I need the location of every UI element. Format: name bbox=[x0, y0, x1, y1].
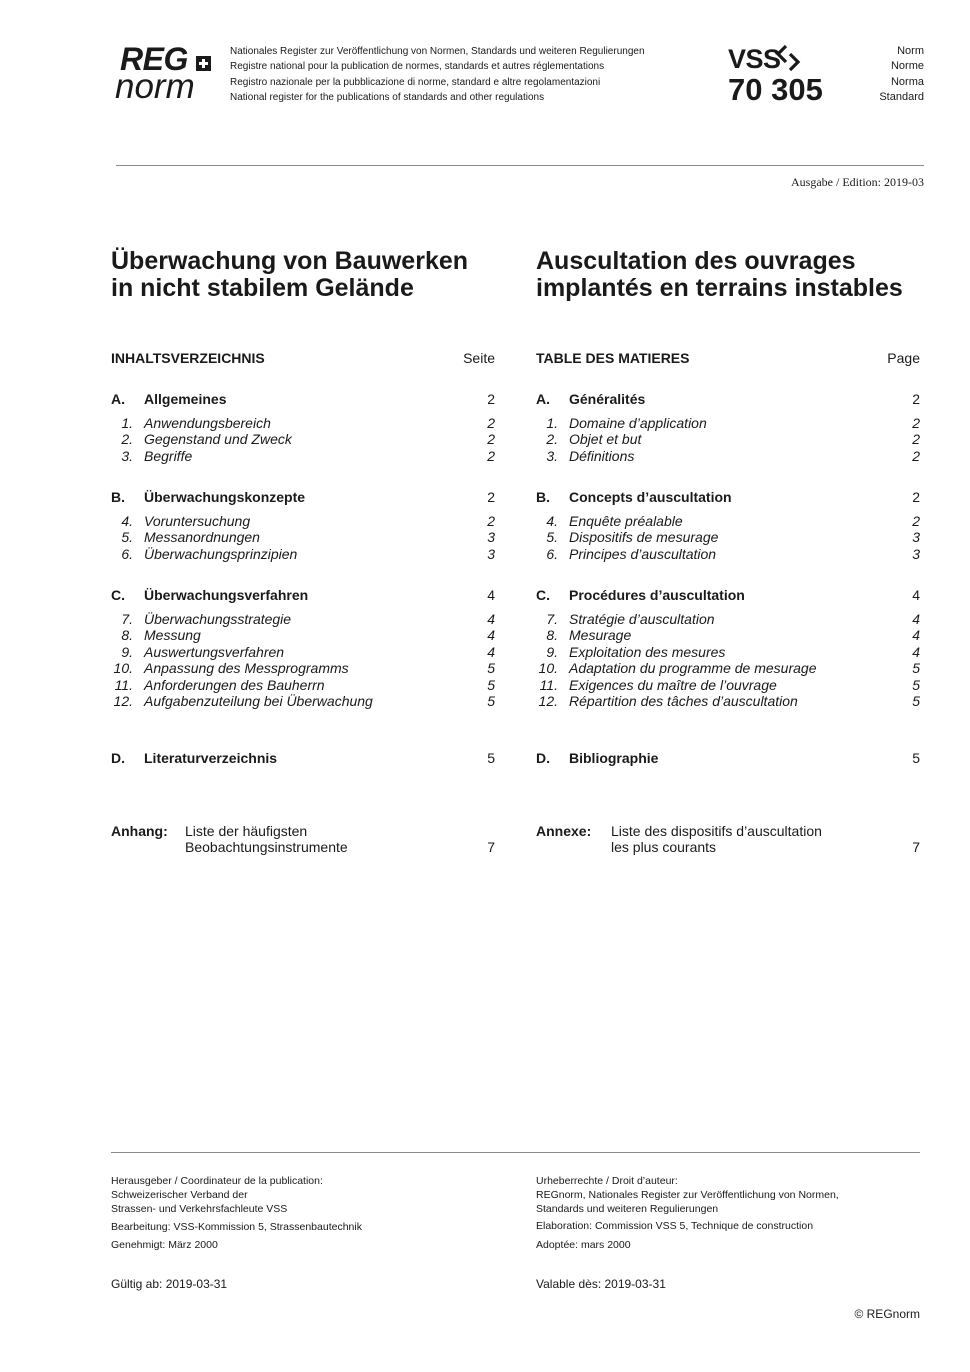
register-line: Nationales Register zur Veröffentlichung von Normen, Standards und weiteren Regulierungen bbox=[230, 46, 645, 57]
title-german bbox=[111, 248, 531, 302]
approved-fr: Adoptée: mars 2000 bbox=[536, 1239, 631, 1251]
publisher-info bbox=[111, 1174, 323, 1216]
toc-item[interactable]: 4. Enquête préalable 2 bbox=[546, 513, 920, 529]
doc-type-line: Norma bbox=[890, 75, 924, 88]
register-line: Registre national pour la publication de normes, standards et autres réglementations bbox=[230, 61, 605, 73]
toc-item[interactable]: 5. Dispositifs de mesurage 3 bbox=[546, 529, 920, 545]
toc-item[interactable]: 12. Aufgabenzuteilung bei Überwachung 5 bbox=[113, 693, 495, 709]
title-line: Überwachung von Bauwerken bbox=[111, 247, 469, 275]
toc-heading-de bbox=[111, 350, 495, 370]
toc-section[interactable]: B. Überwachungskonzepte 2 bbox=[111, 489, 495, 505]
regnorm-logo-norm: norm bbox=[115, 67, 195, 106]
toc-annex[interactable]: Annexe: Liste des dispositifs d’auscultation les plus courants 7 bbox=[536, 823, 920, 855]
toc-annex[interactable]: Anhang: Liste der häufigsten Beobachtungsinstrumente 7 bbox=[111, 823, 495, 855]
toc-item[interactable]: 10. Adaptation du programme de mesurage 5 bbox=[538, 660, 920, 676]
publisher-line: Schweizerischer Verband der bbox=[111, 1189, 248, 1201]
register-description bbox=[230, 44, 645, 105]
toc-section[interactable]: C. Überwachungsverfahren 4 bbox=[111, 587, 495, 603]
toc-item[interactable]: 4. Voruntersuchung 2 bbox=[121, 513, 495, 529]
toc-section[interactable]: A. Généralités 2 bbox=[536, 391, 920, 407]
title-line: implantés en terrains instables bbox=[536, 274, 903, 302]
valid-from-de: Gültig ab: 2019-03-31 bbox=[111, 1277, 228, 1291]
title-line: in nicht stabilem Gelände bbox=[111, 274, 414, 302]
toc-item[interactable]: 7. Überwachungsstrategie 4 bbox=[121, 611, 495, 627]
publisher-line: Herausgeber / Coordinateur de la publication: bbox=[111, 1175, 323, 1187]
title-french bbox=[536, 248, 956, 302]
toc-item[interactable]: 8. Mesurage 4 bbox=[546, 627, 920, 643]
toc-item[interactable]: 8. Messung 4 bbox=[121, 627, 495, 643]
toc-item[interactable]: 6. Überwachungsprinzipien 3 bbox=[121, 546, 495, 562]
valid-from-fr: Valable dès: 2019-03-31 bbox=[536, 1277, 666, 1291]
toc-section[interactable]: D. Literaturverzeichnis 5 bbox=[111, 750, 495, 766]
toc-item[interactable]: 2. Gegenstand und Zweck 2 bbox=[121, 431, 495, 447]
toc-page-label: Seite bbox=[463, 350, 495, 366]
toc-item[interactable]: 11. Exigences du maître de l’ouvrage 5 bbox=[539, 677, 920, 693]
toc-item[interactable]: 11. Anforderungen des Bauherrn 5 bbox=[114, 677, 495, 693]
toc-item[interactable]: 7. Stratégie d’auscultation 4 bbox=[546, 611, 920, 627]
title-line: Auscultation des ouvrages bbox=[536, 247, 856, 275]
footer-divider bbox=[111, 1152, 920, 1153]
regnorm-logo-reg: REG bbox=[120, 41, 188, 77]
toc-item[interactable]: 2. Objet et but 2 bbox=[546, 431, 920, 447]
toc-item[interactable]: 9. Exploitation des mesures 4 bbox=[546, 644, 920, 660]
vss-chevron-icon bbox=[775, 43, 801, 73]
toc-title: TABLE DES MATIERES bbox=[536, 350, 690, 366]
vss-logo: VSS bbox=[728, 44, 781, 74]
toc-heading-fr bbox=[536, 350, 920, 370]
swiss-cross-icon bbox=[196, 56, 211, 71]
toc-item[interactable]: 9. Auswertungsverfahren 4 bbox=[121, 644, 495, 660]
copyright-line: REGnorm, Nationales Register zur Veröffentlichung von Normen, bbox=[536, 1189, 839, 1201]
approved-de: Genehmigt: März 2000 bbox=[111, 1239, 218, 1251]
toc-section[interactable]: B. Concepts d’auscultation 2 bbox=[536, 489, 920, 505]
elaboration-de: Bearbeitung: VSS-Kommission 5, Strassenbautechnik bbox=[111, 1221, 362, 1233]
toc-fr bbox=[536, 391, 920, 871]
toc-item[interactable]: 3. Begriffe 2 bbox=[121, 448, 495, 464]
toc-section[interactable]: D. Bibliographie 5 bbox=[536, 750, 920, 766]
toc-item[interactable]: 1. Domaine d’application 2 bbox=[546, 415, 920, 431]
toc-title: INHALTSVERZEICHNIS bbox=[111, 350, 265, 366]
toc-de bbox=[111, 391, 495, 871]
toc-section[interactable]: A. Allgemeines 2 bbox=[111, 391, 495, 407]
copyright-notice: © REGnorm bbox=[854, 1307, 920, 1321]
elaboration-fr: Elaboration: Commission VSS 5, Technique de construction bbox=[536, 1220, 814, 1232]
toc-item[interactable]: 5. Messanordnungen 3 bbox=[121, 529, 495, 545]
doc-type-line: Norme bbox=[890, 60, 924, 73]
toc-item[interactable]: 1. Anwendungsbereich 2 bbox=[121, 415, 495, 431]
register-line: National register for the publications of standards and other regulations bbox=[230, 91, 545, 103]
edition: Ausgabe / Edition: 2019-03 bbox=[791, 175, 924, 189]
publisher-line: Strassen- und Verkehrsfachleute VSS bbox=[111, 1203, 288, 1215]
copyright-line: Standards und weiteren Regulierungen bbox=[536, 1203, 719, 1215]
toc-item[interactable]: 12. Répartition des tâches d’auscultation 5 bbox=[538, 693, 920, 709]
toc-item[interactable]: 10. Anpassung des Messprogramms 5 bbox=[113, 660, 495, 676]
toc-section[interactable]: C. Procédures d’auscultation 4 bbox=[536, 587, 920, 603]
header-divider bbox=[116, 165, 924, 166]
toc-item[interactable]: 6. Principes d’auscultation 3 bbox=[546, 546, 920, 562]
copyright-line: Urheberrechte / Droit d’auteur: bbox=[536, 1175, 678, 1187]
doc-type-line: Standard bbox=[879, 90, 924, 103]
toc-page-label: Page bbox=[887, 350, 920, 366]
toc-item[interactable]: 3. Définitions 2 bbox=[546, 448, 920, 464]
doc-type-line: Norm bbox=[897, 45, 924, 57]
document-type bbox=[879, 44, 924, 105]
copyright-info bbox=[536, 1174, 839, 1216]
register-line: Registro nazionale per la pubblicazione di norme, standard e altre regolamentazioni bbox=[230, 76, 601, 88]
norm-number: 70 305 bbox=[728, 72, 823, 107]
